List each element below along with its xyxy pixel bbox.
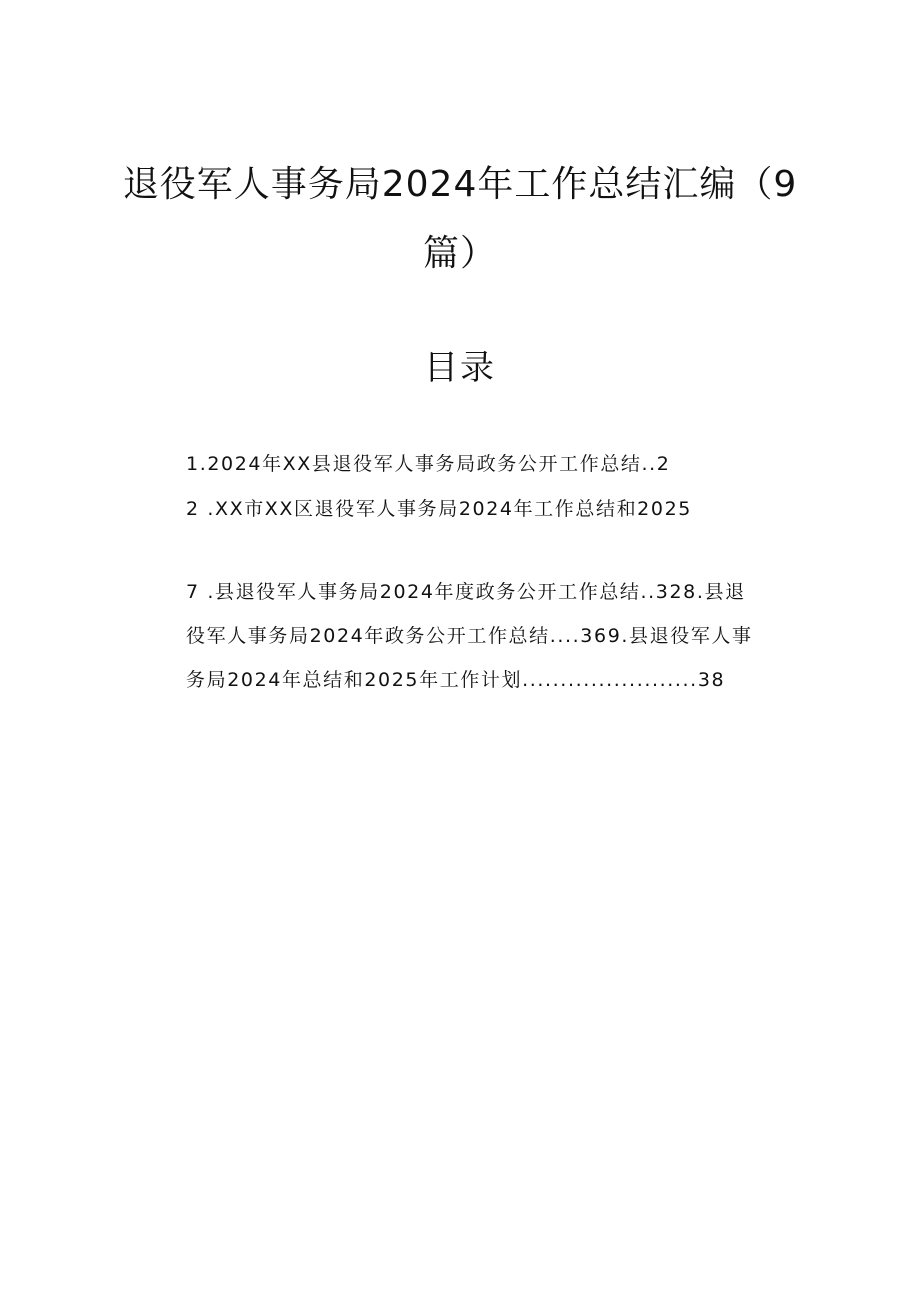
toc-line: 务局2024年总结和2025年工作计划.......................38 [186,669,726,691]
toc-line: 7 .县退役军人事务局2024年度政务公开工作总结..328.县退 [186,581,746,603]
toc-heading: 目录 [424,348,496,388]
toc-line: 役军人事务局2024年政务公开工作总结....369.县退役军人事 [186,625,753,647]
document-title-line-1: 退役军人事务局2024年工作总结汇编（9 [122,164,798,205]
toc-line: 1.2024年XX县退役军人事务局政务公开工作总结..2 [186,453,671,475]
toc-line: 2 .XX市XX区退役军人事务局2024年工作总结和2025 [186,498,692,520]
document-title-line-2: 篇） [422,233,497,274]
